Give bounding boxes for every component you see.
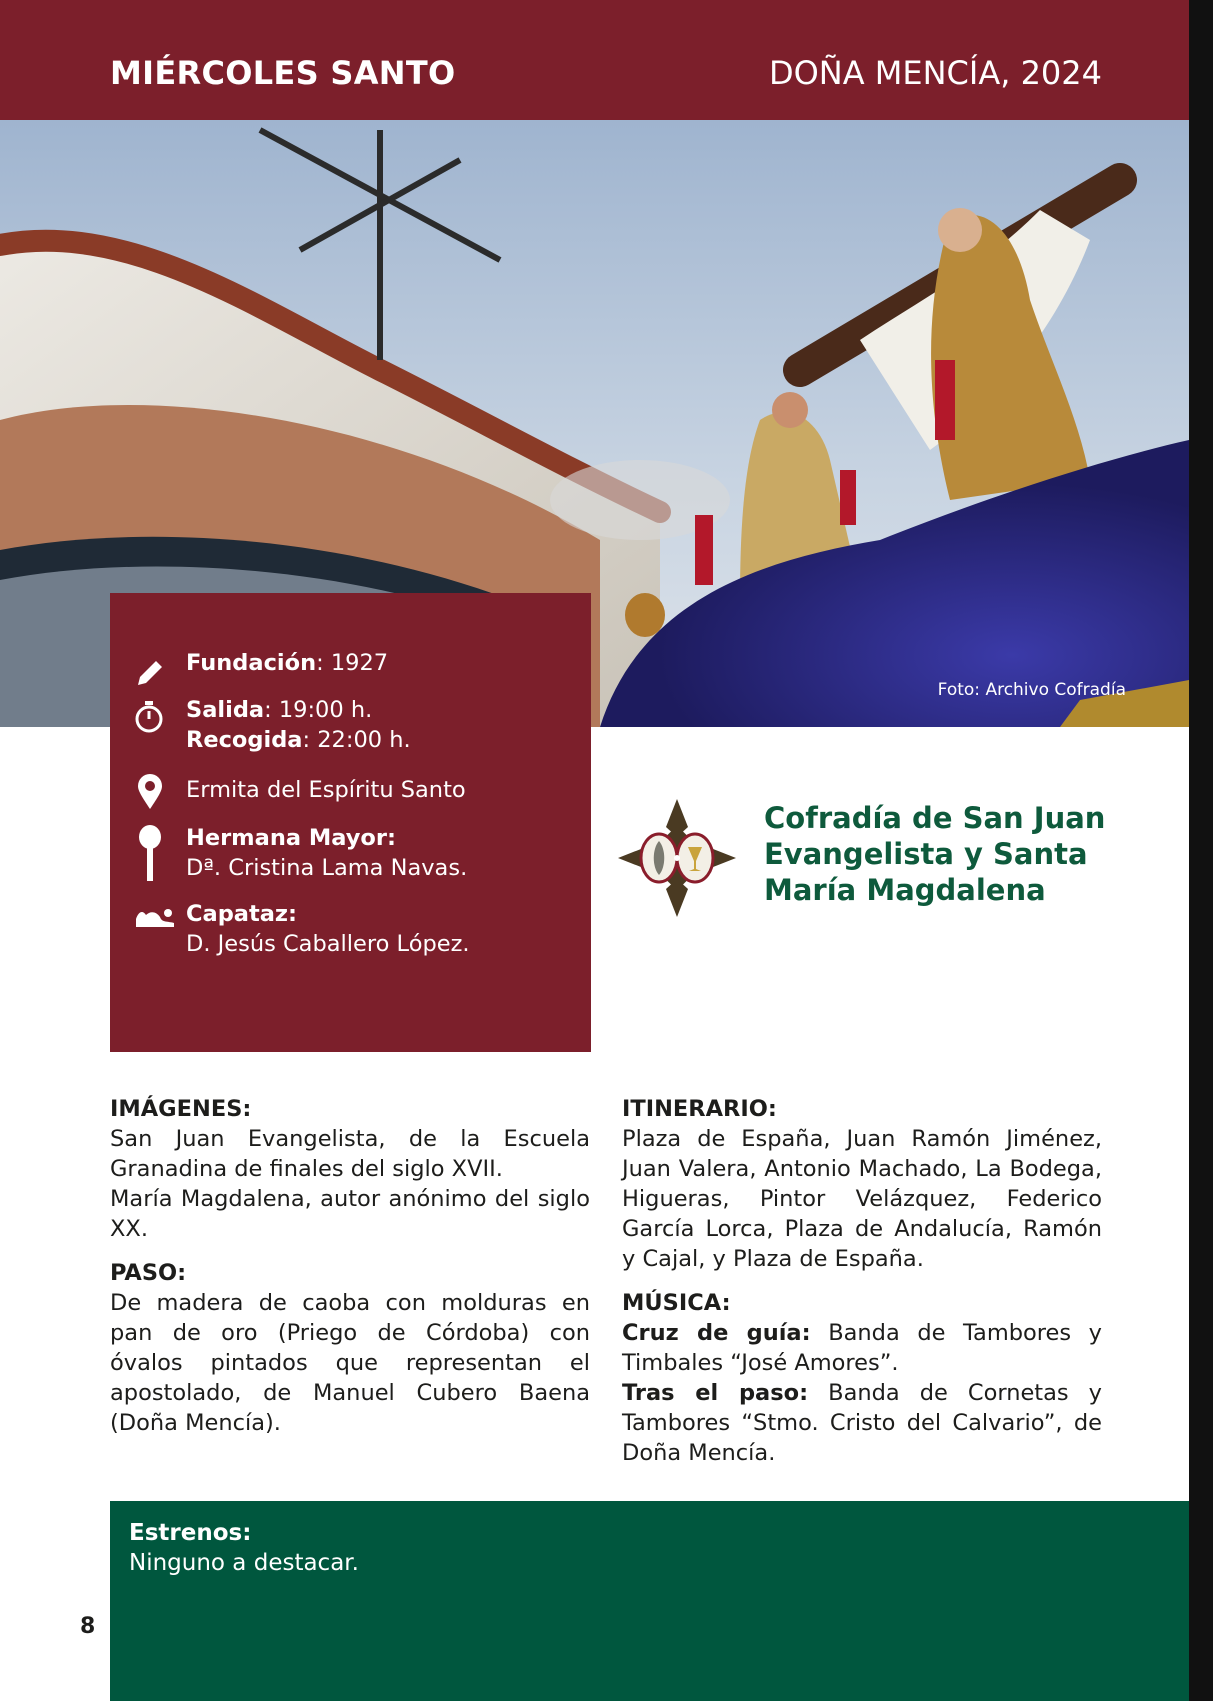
musica-title: MÚSICA: [622,1290,731,1316]
cofradia-name-line1: Cofradía de San Juan [764,801,1106,835]
photo-credit: Foto: Archivo Cofradía [937,680,1126,700]
cofradia-name [764,800,1124,908]
salida-value: : 19:00 h. [264,697,373,723]
paso-text: De madera de caoba con molduras en pan de oro (Priego de Córdoba) con óvalos pintados que representan el apostolado, de Manuel Cubero Baena (Doña Mencía). [110,1290,590,1436]
stopwatch-icon [132,699,172,739]
estrenos-text: Ninguno a destacar. [129,1550,359,1576]
fundacion-value: : 1927 [316,650,389,676]
hermana-value: Dª. Cristina Lama Navas. [186,855,468,881]
hermana-text [186,823,467,883]
cofradia-name-line3: María Magdalena [764,873,1046,907]
capataz-label: Capataz: [186,901,298,927]
horario-text [186,695,411,755]
hermana-label: Hermana Mayor: [186,825,396,851]
cruz-text: Banda de Tambores y Timbales “José Amores”. [622,1320,1102,1376]
imagenes-text-2: María Magdalena, autor anónimo del siglo XX. [110,1186,590,1242]
cross-emblem-icon [616,797,738,919]
day-title: MIÉRCOLES SANTO [110,54,456,92]
capataz-text [186,899,470,959]
info-box [110,593,591,1052]
cruz-label: Cruz de guía: [622,1320,811,1346]
itinerario-title: ITINERARIO: [622,1096,777,1122]
cofradia-name-line2: Evangelista y Santa [764,837,1088,871]
header-band [0,0,1189,120]
recogida-value: : 22:00 h. [302,727,411,753]
fundacion-text [186,648,388,678]
place-year-title: DOÑA MENCÍA, 2024 [768,54,1102,92]
right-column [622,1094,1102,1468]
itinerario-text: Plaza de España, Juan Ramón Jiménez, Juan Valera, Antonio Machado, La Bodega, Higueras, Pintor Velázquez, Federico García Lorca, Plaza de Andalucía, Ramón y Cajal, y Plaza de España. [622,1126,1102,1272]
fundacion-label: Fundación [186,650,317,676]
tras-label: Tras el paso: [622,1380,809,1406]
page-edge-strip [1189,0,1213,1701]
tras-text: Banda de Cornetas y Tambores “Stmo. Cristo del Calvario”, de Doña Mencía. [622,1380,1102,1466]
estrenos-box [110,1501,1189,1701]
capataz-value: D. Jesús Caballero López. [186,931,470,957]
imagenes-text-1: San Juan Evangelista, de la Escuela Granadina de finales del siglo XVII. [110,1126,590,1182]
imagenes-title: IMÁGENES: [110,1096,252,1122]
location-text: Ermita del Espíritu Santo [186,777,466,803]
estrenos-title: Estrenos: [129,1520,252,1546]
left-column [110,1094,590,1438]
staff-icon [132,823,172,883]
page-number: 8 [80,1614,96,1639]
location-pin-icon [132,773,172,813]
pencil-icon [132,655,172,695]
capataz-icon [132,903,178,943]
paso-title: PASO: [110,1260,187,1286]
musica-cruz [622,1318,1102,1378]
recogida-label: Recogida [186,727,303,753]
salida-label: Salida [186,697,265,723]
musica-tras [622,1378,1102,1468]
